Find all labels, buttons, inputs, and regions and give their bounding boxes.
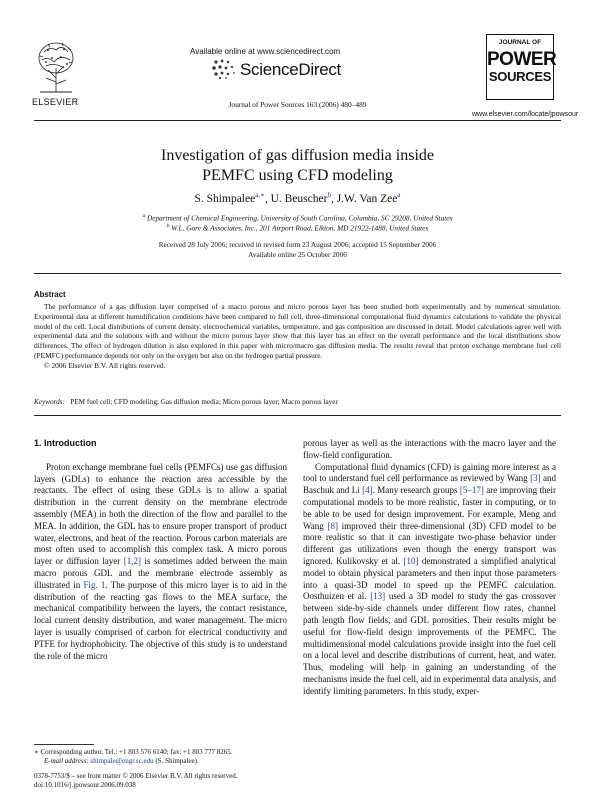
author-affil-marker[interactable]: a,∗ xyxy=(255,191,265,199)
available-online-text[interactable]: Available online at www.sciencedirect.com xyxy=(190,47,341,56)
author-name: U. Beuscher xyxy=(270,192,328,205)
journal-url-link[interactable]: www.elsevier.com/locate/jpowsour xyxy=(472,111,579,118)
journal-citation: Journal of Power Sources 163 (2006) 480–489 xyxy=(228,100,367,109)
figure-link[interactable]: Fig. 1 xyxy=(83,579,106,590)
citation-link[interactable]: [8] xyxy=(327,520,338,531)
abstract-top-divider xyxy=(34,273,561,274)
author-affil-marker[interactable]: b xyxy=(327,191,331,199)
title-line: Investigation of gas diffusion media inside xyxy=(161,147,434,164)
citation-link[interactable]: [1,2] xyxy=(123,556,142,567)
affil-text: Department of Chemical Engineering, University of South Carolina, Columbia, SC 29208, United States xyxy=(146,213,453,223)
text-run: . Many research groups xyxy=(372,485,460,496)
keywords-text: PEM fuel cell; CFD modeling; Gas diffusion media; Micro porous layer; Macro porous layer xyxy=(70,398,338,406)
author-list: S. Shimpalee$^{a,∗}$, U. Beuscher$^b$, J.W. Van Zee$^a$ xyxy=(194,191,401,205)
right-column xyxy=(303,438,556,698)
journal-logo xyxy=(486,34,556,104)
journal-logo-line: SOURCES xyxy=(488,68,552,84)
citation-link[interactable]: [13] xyxy=(370,591,386,602)
footnote-rule xyxy=(34,744,94,745)
citation-link[interactable]: [3] xyxy=(530,473,541,484)
text-run: demonstrated a simplified analytical model to obtain physical parameters and then input those parameters into a quasi-3D model to speed up the PEMFC calculation. Oosthuizen et al. xyxy=(303,555,556,602)
text-run: Proton exchange membrane fuel cells (PEMFCs) use gas diffusion layers (GDLs) to enhance the reaction area accessible by the reactants. The effect of using these GDLs is to allow a spatial distribution in the current density on the membrane electrode assembly (MEA) in both the direction of the flow and parallel to the MEA. In addition, the GDL has to ensure proper transport of product water, electrons, and heat of the reaction. Porous carbon materials are most often used to accomplish this complex task. A micro porous layer or diffusion layer xyxy=(34,461,287,567)
sciencedirect-logo-text: ScienceDirect xyxy=(240,60,341,79)
email-note xyxy=(34,757,297,766)
text-run: are improving their computational models to be more realistic, faster in computing, or to be able to be used for design improvement. For example, Meng and Wang xyxy=(303,485,556,531)
email-label: E-mail address: xyxy=(44,757,89,765)
header-divider xyxy=(34,120,561,121)
text-run: improved their three-dimensional (3D) CFD model to be more realistic so that it can investigate two-phase behavior under different gas utilizations even though the energy transport was ignored. Kulikovsky et al. xyxy=(303,520,556,566)
issn-line: 0378-7753/$ – see front matter © 2006 Elsevier B.V. All rights reserved. xyxy=(34,772,238,780)
email-suffix: (S. Shimpalee). xyxy=(153,757,199,765)
doi-link[interactable]: doi:10.1016/j.jpowsour.2006.09.038 xyxy=(34,781,136,789)
affil-marker: b xyxy=(166,223,170,229)
publisher-name: ELSEVIER xyxy=(32,97,79,107)
received-dates: Received 28 July 2006; received in revised form 23 August 2006; accepted 15 September 2006 xyxy=(158,240,437,249)
online-date: Available online 25 October 2006 xyxy=(248,250,347,259)
affil-text: W.L. Gore & Associates, Inc., 201 Airport Road, Elkton, MD 21922-1488, United States xyxy=(171,223,429,233)
citation-link[interactable]: [5–17] xyxy=(459,485,484,496)
keywords-label: Keywords: xyxy=(34,398,65,406)
citation-link[interactable]: [4] xyxy=(362,485,373,496)
author-name: J.W. Van Zee xyxy=(336,192,398,205)
body-paragraph xyxy=(303,462,556,698)
text-run: Computational fluid dynamics (CFD) is gaining more interest as a tool to understand fuel cell performance as reviewed by Wang xyxy=(303,461,556,484)
title-line: PEMFC using CFD modeling xyxy=(202,167,393,184)
author-affil-marker[interactable]: a xyxy=(397,191,401,199)
sciencedirect-dots-icon xyxy=(210,58,240,80)
affil-marker: a xyxy=(142,213,146,219)
keywords-line xyxy=(34,398,561,406)
journal-logo-line: POWER xyxy=(487,48,557,70)
author-name: S. Shimpalee xyxy=(194,192,256,205)
left-column xyxy=(34,438,287,662)
text-run: used a 3D model to study the gas crossover between side-by-side channels under different flow rates, channel path length flow fields, and GDL porosities. Their results might be useful for flow-field design improvements of the PEMFC. The multidimensional model calculations provide insight into the fuel cell on a local level and describe distributions of current, heat, and water. Thus, modeling will help in gaining an understanding of the mechanisms inside the fuel cell, aid in experimental data analysis, and identify limiting parameters. In this study, exper- xyxy=(303,591,556,696)
abstract-bottom-divider xyxy=(34,415,561,416)
abstract-heading: Abstract xyxy=(34,290,66,299)
copyright-notice: © 2006 Elsevier B.V. All rights reserved. xyxy=(44,360,166,370)
affiliation xyxy=(0,213,595,222)
abstract-text: The performance of a gas diffusion layer comprised of a macro porous and micro porous layer has been studied both experimentally and by numerical simulation. Experimental data at different humidification conditions have been compared to full cell, three-dimensional computational fluid dynamics calculations to validate the physical model of the cell. Local distributions of current density, electrochemical variables, temperature, and gas composition are discussed in detail. Model calculations agree well with experimental data and the solutions with and without the micro porous layer show that this layer has an effect on the overall performance and the local distributions show differences. The effect of hydrogen dilution is also explored in this paper with micro/macro gas diffusion media. The results reveal that proton exchange membrane fuel cell (PEMFC) performance depends not only on the oxygen but also on the hydrogen partial pressure. xyxy=(34,302,561,360)
section-heading: 1. Introduction xyxy=(34,438,97,448)
text-run: . The purpose of this micro layer is to aid in the distribution of the reacting gas flows to the MEA surface, the mechanical compatibility between the layers, the contact resistance, local current density distribution, and water management. The micro layer is usually comprised of carbon for electrical conductivity and PTFE for hydrophobicity. The objective of this study is to understand the role of the micro xyxy=(34,579,287,661)
text-run: is sometimes added between the main macro porous GDL and the membrane electrode assembly as illustrated in xyxy=(34,556,287,590)
body-paragraph: porous layer as well as the interactions with the macro layer and the flow-field configuration. xyxy=(303,438,556,460)
corresponding-author-note: ∗ Corresponding author. Tel.: +1 803 576 6140; fax: +1 803 777 8265. xyxy=(34,748,233,756)
abstract-body xyxy=(34,302,561,371)
citation-link[interactable]: [10] xyxy=(403,555,419,566)
text-run: and Baschuk and Li xyxy=(303,473,556,496)
email-link[interactable]: shimpale@engr.sc.edu xyxy=(90,757,154,765)
affiliation xyxy=(0,223,595,232)
journal-logo-line: JOURNAL OF xyxy=(498,39,542,46)
body-paragraph xyxy=(34,462,287,663)
article-title xyxy=(0,146,595,186)
elsevier-tree-logo xyxy=(34,38,78,94)
